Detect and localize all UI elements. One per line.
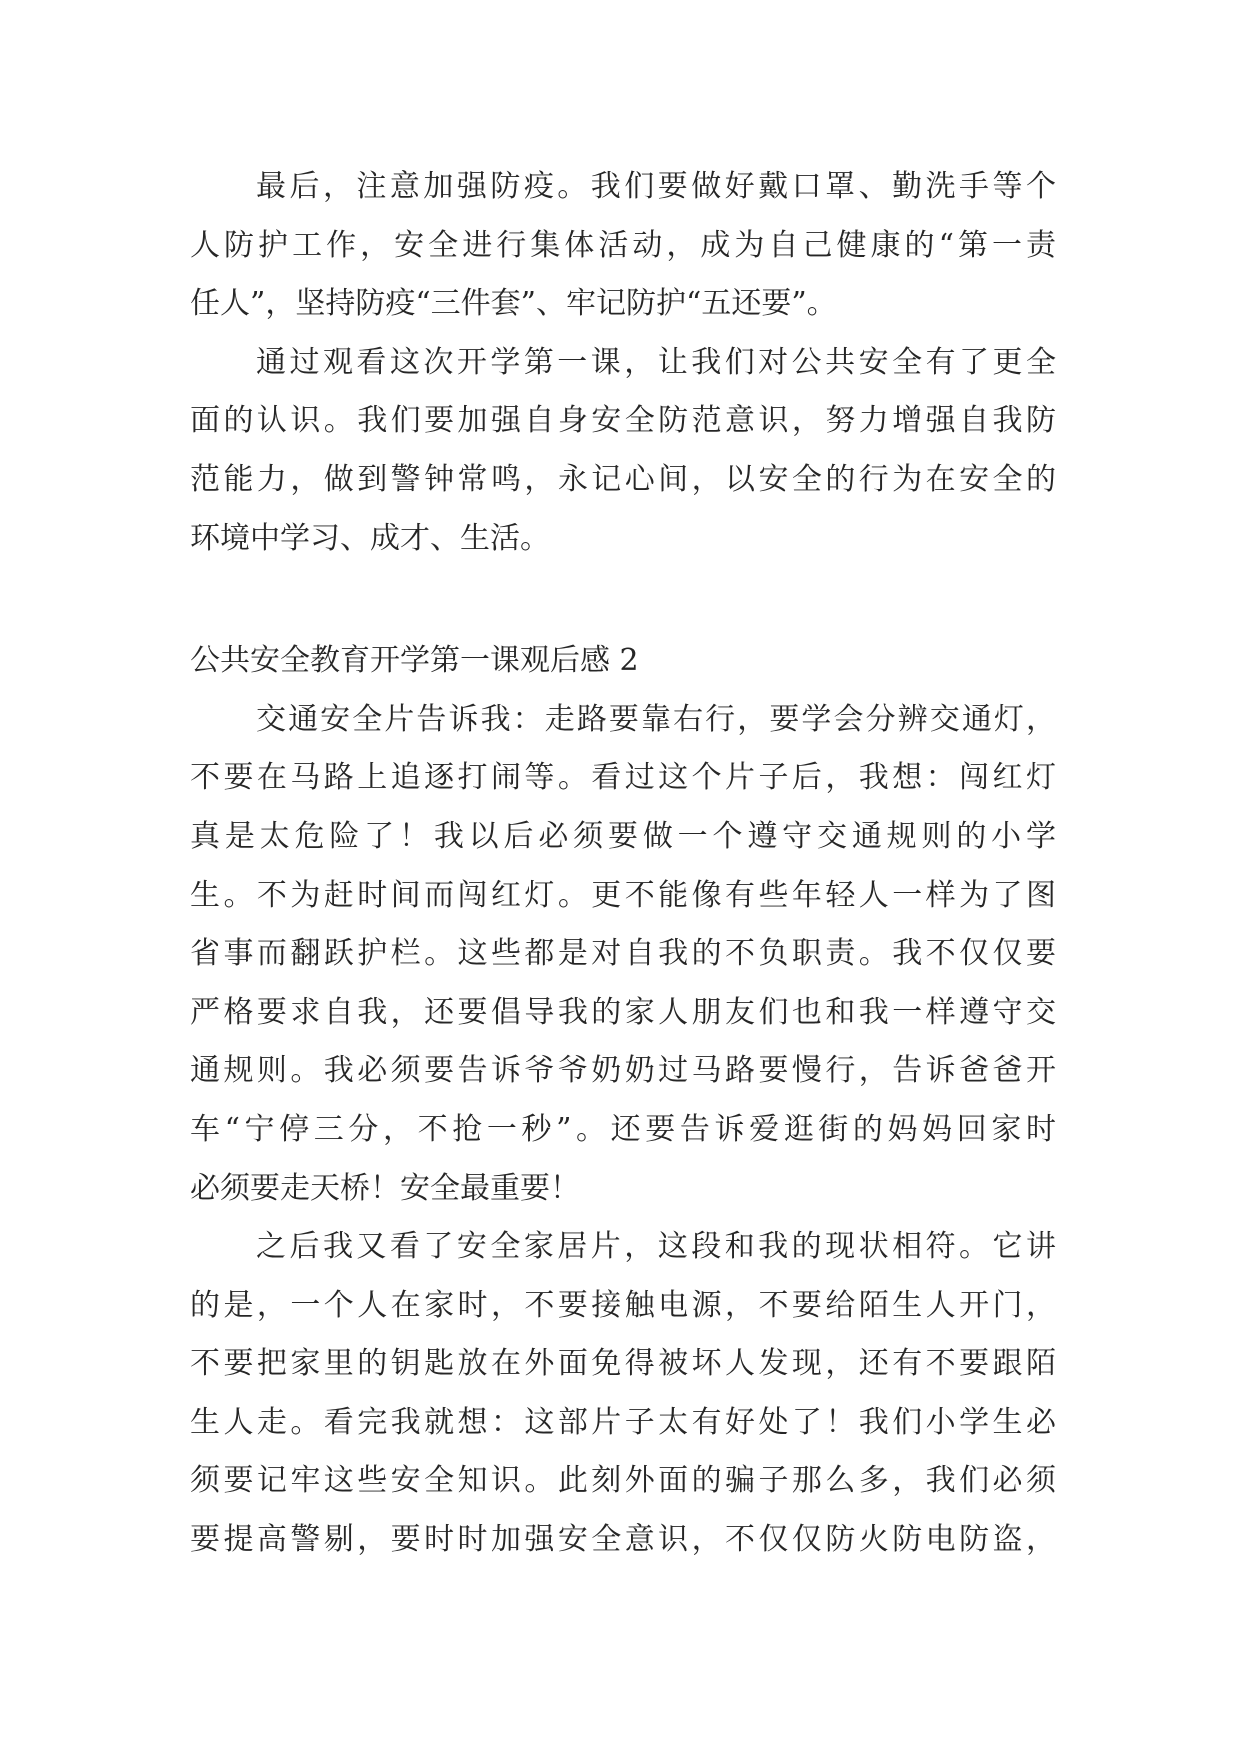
document-body	[190, 158, 1056, 1570]
text-line: 任人”，坚持防疫“三件套”、牢记防护“五还要”。	[190, 286, 837, 322]
text-line: 范能力，做到警钟常鸣，永记心间，以安全的行为在安全的	[190, 461, 1056, 497]
text-line: 交通安全片告诉我：走路要靠右行，要学会分辨交通灯，	[256, 701, 1056, 737]
text-line: 最后，注意加强防疫。我们要做好戴口罩、勤洗手等个	[256, 169, 1056, 204]
text-line: 人防护工作，安全进行集体活动，成为自己健康的“第一责	[190, 227, 1056, 263]
text-line: 车“宁停三分，不抢一秒”。还要告诉爱逛街的妈妈回家时	[190, 1111, 1056, 1147]
paragraph	[190, 1218, 1056, 1570]
text-line: 的是，一个人在家时，不要接触电源，不要给陌生人开门，	[190, 1287, 1056, 1323]
text-line: 生人走。看完我就想：这部片子太有好处了！我们小学生必	[190, 1404, 1056, 1440]
text-line: 要提高警剔，要时时加强安全意识，不仅仅防火防电防盗，	[190, 1522, 1056, 1558]
text-line: 严格要求自我，还要倡导我的家人朋友们也和我一样遵守交	[190, 994, 1056, 1030]
text-line: 不要把家里的钥匙放在外面免得被坏人发现，还有不要跟陌	[190, 1346, 1056, 1382]
section-spacer	[190, 568, 1056, 632]
section-title: 公共安全教育开学第一课观后感 2	[190, 643, 639, 679]
text-line: 通规则。我必须要告诉爷爷奶奶过马路要慢行，告诉爸爸开	[190, 1053, 1056, 1089]
text-line: 省事而翻跃护栏。这些都是对自我的不负职责。我不仅仅要	[190, 936, 1056, 972]
paragraph	[190, 334, 1056, 568]
text-line: 环境中学习、成才、生活。	[190, 520, 550, 556]
text-line: 须要记牢这些安全知识。此刻外面的骗子那么多，我们必须	[190, 1463, 1056, 1499]
text-line: 之后我又看了安全家居片，这段和我的现状相符。它讲	[256, 1229, 1056, 1265]
text-line: 生。不为赶时间而闯红灯。更不能像有些年轻人一样为了图	[190, 877, 1056, 913]
paragraph	[190, 158, 1056, 334]
text-line: 真是太危险了！我以后必须要做一个遵守交通规则的小学	[190, 818, 1056, 854]
text-line: 必须要走天桥！安全最重要！	[190, 1170, 580, 1206]
paragraph	[190, 691, 1056, 1218]
text-line: 不要在马路上追逐打闹等。看过这个片子后，我想：闯红灯	[190, 760, 1056, 796]
text-line: 通过观看这次开学第一课，让我们对公共安全有了更全	[256, 344, 1056, 380]
text-line: 面的认识。我们要加强自身安全防范意识，努力增强自我防	[190, 403, 1056, 439]
